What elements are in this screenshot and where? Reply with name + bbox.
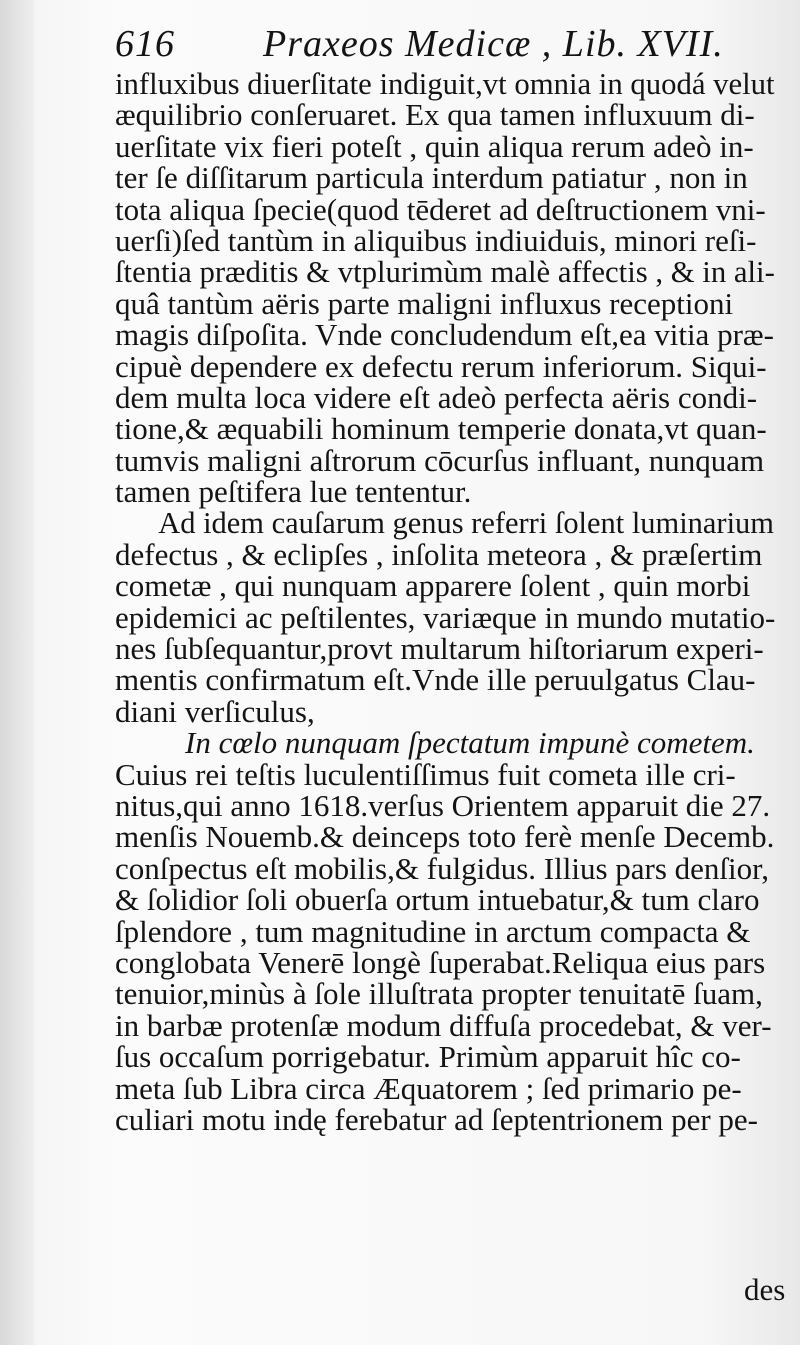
text-line: tumvis maligni aſtrorum cōcurſus influant, nunquam	[115, 442, 765, 478]
text-block	[115, 68, 775, 1135]
text-line: defectus , & eclipſes , inſolita meteora , & præſertim	[115, 536, 763, 572]
text-line: & ſolidior ſoli obuerſa ortum intuebatur,& tum claro	[115, 882, 760, 918]
text-line: Cuius rei teſtis luculentiſſimus fuit cometa ille cri-	[115, 756, 736, 792]
text-line: ſplendore , tum magnitudine in arctum compacta &	[115, 913, 751, 949]
text-line: tione,& æquabili hominum temperie donata,vt quan-	[115, 411, 767, 447]
text-line: menſis Nouemb.& deinceps toto ferè menſe Decemb.	[115, 819, 775, 855]
paragraph-start-line: Ad idem cauſarum genus referri ſolent luminarium	[158, 505, 774, 541]
page-gutter	[0, 0, 34, 1345]
text-line: conglobata Venerē longè ſuperabat.Reliqua eius pars	[115, 944, 766, 980]
text-line: dem multa loca videre eſt adeò perfecta aëris condi-	[115, 379, 758, 415]
quoted-verse: In cœlo nunquam ſpectatum impunè cometem.	[185, 725, 755, 761]
running-header	[115, 22, 775, 72]
text-line: tota aliqua ſpecie(quod tēderet ad deſtructionem vni-	[115, 191, 766, 227]
page-number: 616	[115, 23, 175, 65]
text-line: conſpectus eſt mobilis,& fulgidus. Illius pars denſior,	[115, 850, 769, 886]
text-line: ſtentia præditis & vtplurimùm malè affectis , & in ali-	[115, 254, 775, 290]
text-line: cipuè dependere ex defectu rerum inferiorum. Siqui-	[115, 348, 767, 384]
text-line: tenuior,minùs à ſole illuſtrata propter tenuitatē ſuam,	[115, 976, 763, 1012]
text-line: magis diſpoſita. Vnde concludendum eſt,ea vitia præ-	[115, 317, 774, 353]
text-line: ſus occaſum porrigebatur. Primùm apparuit hîc co-	[115, 1039, 741, 1075]
text-line: uerſi)ſed tantùm in aliquibus indiuiduis, minori reſi-	[115, 222, 757, 258]
text-line: quâ tantùm aëris parte maligni influxus receptioni	[115, 285, 734, 321]
text-line: nes ſubſequantur,provt multarum hiſtoriarum experi-	[115, 631, 764, 667]
text-line: in barbæ protenſæ modum diffuſa procedebat, & ver-	[115, 1007, 772, 1043]
text-line: tamen peſtifera lue tententur.	[115, 474, 472, 510]
text-line: epidemici ac peſtilentes, variæque in mundo mutatio-	[115, 599, 776, 635]
text-line: nitus,qui anno 1618.verſus Orientem apparuit die 27.	[115, 787, 771, 823]
text-line: culiari motu indę ferebatur ad ſeptentrionem per pe-	[115, 1101, 758, 1137]
text-line: ter ſe diſſitarum particula interdum patiatur , non in	[115, 160, 748, 196]
text-line: diani verſiculus,	[115, 693, 315, 729]
text-line: meta ſub Libra circa Æquatorem ; ſed primario pe-	[115, 1070, 742, 1106]
text-line: æquilibrio conſeruaret. Ex qua tamen influxuum di-	[115, 97, 755, 133]
catchword: des	[744, 1272, 786, 1307]
text-line: mentis confirmatum eſt.Vnde ille peruulgatus Clau-	[115, 662, 756, 698]
text-line: uerſitate vix fieri poteſt , quin aliqua rerum adeò in-	[115, 128, 754, 164]
running-title: Praxeos Medicæ , Lib. XVII.	[263, 23, 724, 65]
text-line: cometæ , qui nunquam apparere ſolent , quin morbi	[115, 568, 751, 604]
text-line: influxibus diuerſitate indiguit,vt omnia in quodá velut	[115, 66, 775, 101]
